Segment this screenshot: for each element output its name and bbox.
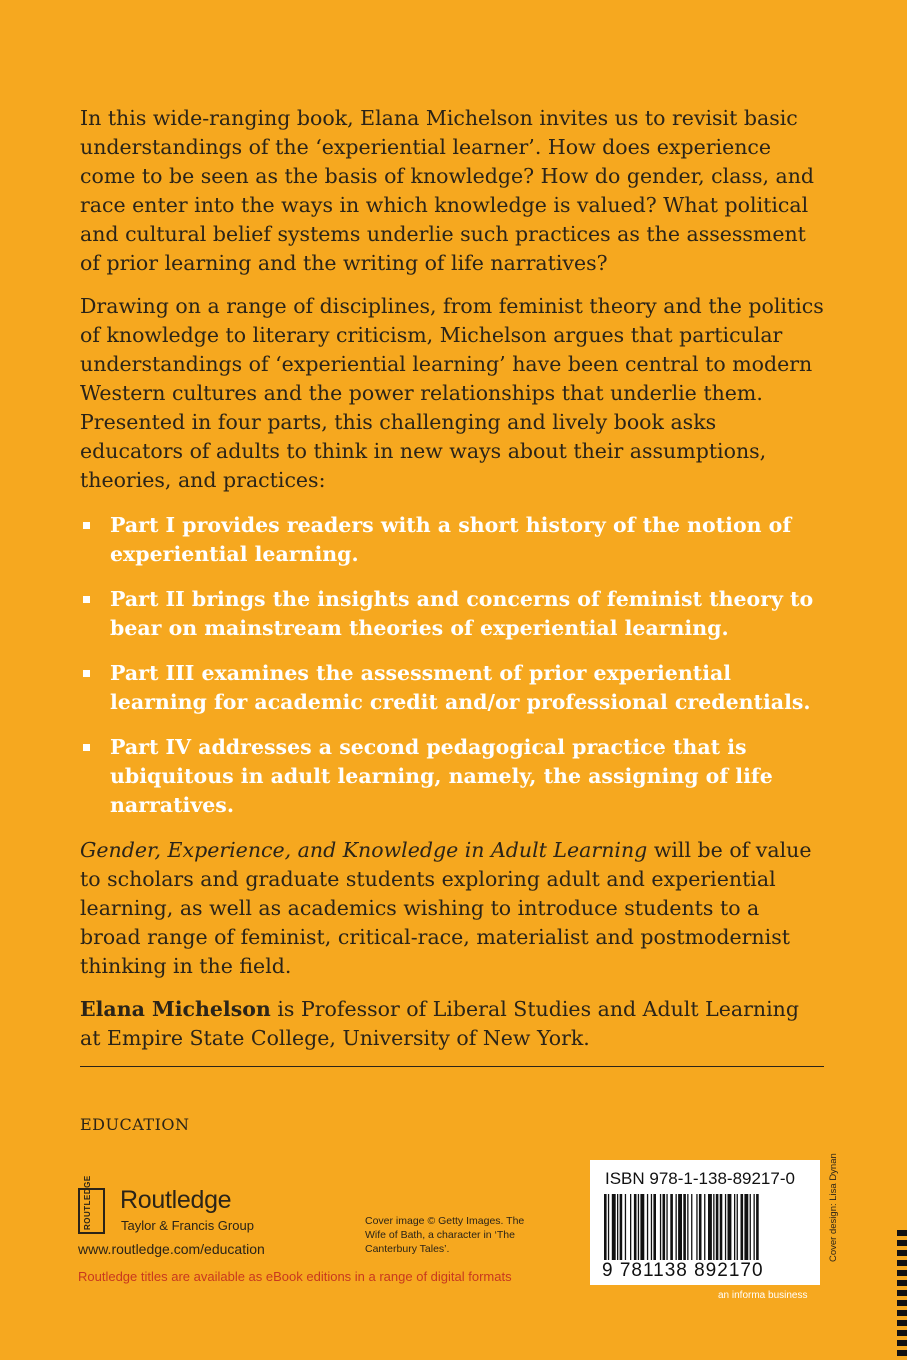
barcode-bar (716, 1194, 719, 1260)
barcode-bar (713, 1194, 714, 1260)
barcode-bar (617, 1194, 618, 1260)
barcode-bar (704, 1194, 705, 1260)
publisher-group: Taylor & Francis Group (121, 1218, 254, 1233)
barcode-icon (602, 1194, 808, 1260)
barcode-bar (663, 1194, 666, 1260)
barcode-bar (651, 1194, 652, 1260)
barcode-bar (670, 1194, 673, 1260)
barcode-bar (653, 1194, 656, 1260)
designer-credit: Cover design: Lisa Dynan (828, 1153, 839, 1262)
value-text: will be of value to scholars and graduate students exploring adult and experiential learning, as well as academics wishing to introduce students to a broad range of feminist, critical-race, materialist and postmodernist thinking in the field. (80, 838, 812, 978)
barcode-bar (699, 1194, 702, 1260)
barcode-bar (612, 1194, 616, 1260)
barcode-bar (608, 1194, 609, 1260)
barcode-bar (737, 1194, 738, 1260)
barcode-bar (687, 1194, 688, 1260)
isbn-label: ISBN 978-1-138-89217-0 (605, 1169, 795, 1188)
barcode-bar (640, 1194, 644, 1260)
routledge-logo-icon (78, 1175, 105, 1234)
barcode-bar (720, 1194, 723, 1260)
barcode-bar (756, 1194, 759, 1260)
parts-list (80, 511, 825, 820)
barcode-bar (678, 1194, 682, 1260)
barcode-bar (754, 1194, 755, 1260)
book-title: Gender, Experience, and Knowledge in Adult Learning (80, 838, 648, 862)
barcode-bar (625, 1194, 626, 1260)
divider-rule (80, 1066, 824, 1067)
barcode-bar (728, 1194, 732, 1260)
part-item-4: Part IV addresses a second pedagogical practice that is ubiquitous in adult learning, namely, the assigning of life narratives. (80, 733, 825, 820)
barcode-bar (620, 1194, 623, 1260)
part-item-1: Part I provides readers with a short history of the notion of experiential learning. (80, 511, 825, 569)
publisher-name: Routledge (120, 1186, 232, 1214)
barcode-bar (630, 1194, 631, 1260)
blurb-intro: In this wide-ranging book, Elana Michelson invites us to revisit basic understandings of the ‘experiential learner’. How does experience come to be seen as the basis of knowledge? How do gender, class, and race enter into the ways in which knowledge is valued? What political and cultural belief systems underlie such practices as the assessment of prior learning and the writing of life narratives? (80, 106, 815, 275)
barcode-bar (744, 1194, 748, 1260)
barcode-bar (604, 1194, 607, 1260)
blurb-value (80, 836, 825, 981)
barcode-bar (708, 1194, 712, 1260)
author-bio-text: is Professor of Liberal Studies and Adult Learning at Empire State College, University of New York. (80, 997, 799, 1050)
isbn-digits: 9 781138 892170 (602, 1260, 764, 1281)
cover-image-credit: Cover image © Getty Images. The Wife of Bath, a character in ‘The Canterbury Tales’. (365, 1215, 525, 1255)
barcode-panel (590, 1160, 820, 1285)
barcode-bar (638, 1194, 639, 1260)
barcode-bar (691, 1194, 692, 1260)
barcode-bar (734, 1194, 735, 1260)
edge-color-strip (897, 1230, 907, 1360)
barcode-bar (647, 1194, 648, 1260)
author-name: Elana Michelson (80, 997, 271, 1021)
barcode-bar (634, 1194, 637, 1260)
back-cover-blurb (80, 104, 825, 1067)
barcode-bar (750, 1194, 751, 1260)
barcode-bar (683, 1194, 686, 1260)
barcode-bar (660, 1194, 661, 1260)
barcode-bar (666, 1194, 667, 1260)
barcode-bar (696, 1194, 697, 1260)
blurb-second: Drawing on a range of disciplines, from feminist theory and the politics of knowledge to literary criticism, Michelson argues that particular understandings of ‘experiential learning’ have been central to modern Western cultures and the power relationships that underlie them. Presented in four parts, this challenging and lively book asks educators of adults to think in new ways about their assumptions, theories, and practices: (80, 294, 824, 492)
category-label: EDUCATION (80, 1115, 190, 1134)
barcode-bar (676, 1194, 677, 1260)
ebook-note: Routledge titles are available as eBook editions in a range of digital formats (78, 1269, 512, 1284)
informa-tagline: an informa business (718, 1290, 808, 1301)
author-bio (80, 995, 825, 1053)
part-item-2: Part II brings the insights and concerns of feminist theory to bear on mainstream theories of experiential learning. (80, 585, 825, 643)
part-item-3: Part III examines the assessment of prior experiential learning for academic credit and/or professional credentials. (80, 659, 825, 717)
barcode-bar (725, 1194, 726, 1260)
logo-vertical-text: ROUTLEDGE (83, 1175, 92, 1230)
publisher-website: www.routledge.com/education (78, 1241, 265, 1257)
barcode-bar (741, 1194, 744, 1260)
